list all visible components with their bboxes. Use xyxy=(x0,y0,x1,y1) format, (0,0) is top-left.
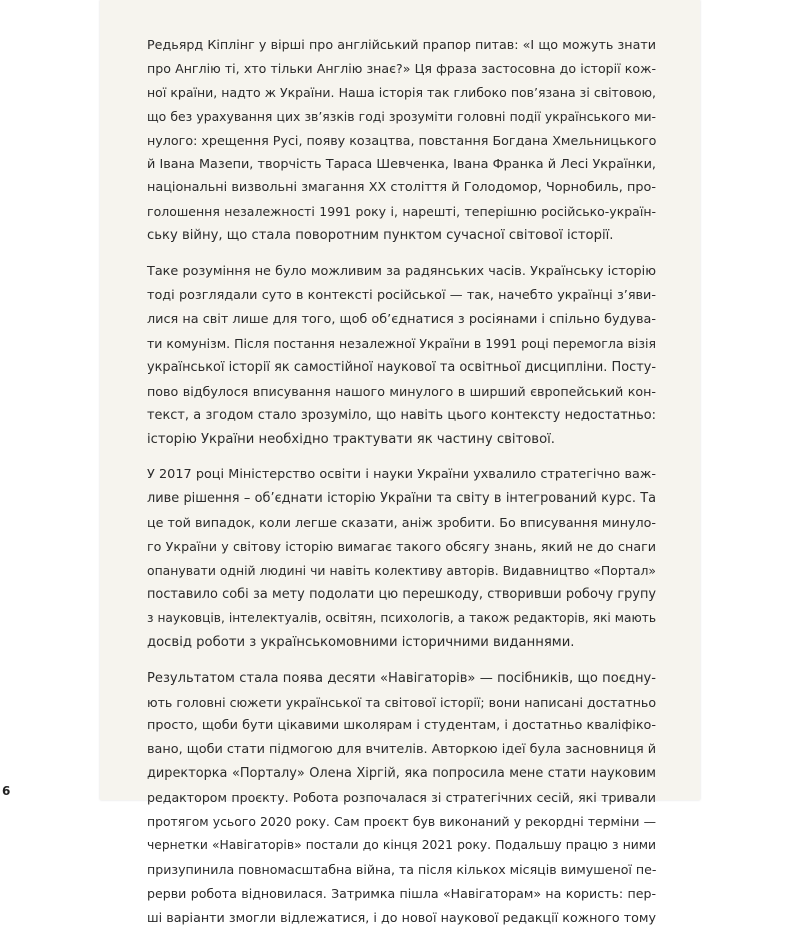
text-line: текст, а згодом стало зрозуміло, що навіть цього контексту недостатньо: xyxy=(147,407,656,423)
text-line: го України у світову історію вимагає такого обсягу знань, який не до снаги xyxy=(147,539,656,555)
text-line: ливе рішення – об’єднати історію України та світу в інтегрований курс. Та xyxy=(147,491,656,507)
text-line: рерви робота відновилася. Затримка пішла «Навігаторам» на користь: пер- xyxy=(147,885,656,901)
text-line: досвід роботи з українськомовними історичними виданнями. xyxy=(147,634,575,650)
text-line: національні визвольні змагання XX століття й Голодомор, Чорнобиль, про- xyxy=(147,180,656,196)
text-line: вано, щоби стати підмогою для вчителів. Авторкою ідеї була засновниця й xyxy=(147,742,657,758)
text-line: ють головні сюжети української та світової історії; вони написані достатньо xyxy=(147,694,657,710)
text-line: пово відбулося вписування нашого минулого в ширший європейський кон- xyxy=(147,383,656,399)
text-line: директорка «Порталу» Олена Хіргій, яка попросила мене стати науковим xyxy=(147,766,656,782)
text-line: призупинила повномасштабна війна, та після кількох місяців вимушеної пе- xyxy=(147,861,657,877)
text-line: Редьярд Кіплінг у вірші про англійський прапор питав: «І що можуть знати xyxy=(147,37,656,52)
text-line: з науковців, інтелектуалів, освітян, психологів, а також редакторів, які мають xyxy=(147,610,656,625)
text-line: історію України необхідно трактувати як частину світової. xyxy=(147,431,556,447)
text-line: це той випадок, коли легше сказати, аніж зробити. Бо вписування минуло- xyxy=(147,515,656,531)
paragraph xyxy=(147,260,656,451)
text-line: ську війну, що стала поворотним пунктом сучасної світової історії. xyxy=(147,228,614,244)
document-page xyxy=(100,0,700,925)
text-line: нулого: хрещення Русі, появу козацтва, повстання Богдана Хмельницького xyxy=(147,132,657,148)
page-number: 6 xyxy=(2,784,11,798)
text-line: Результатом стала поява десяти «Навігаторів» — посібників, що поєдну- xyxy=(147,670,656,686)
text-line: про Англію ті, хто тільки Англію знає?» Ця фраза застосовна до історії кож- xyxy=(147,60,656,76)
text-line: ної країни, надто ж України. Наша історія так глибоко пов’язана зі світовою, xyxy=(147,84,656,100)
paragraph xyxy=(147,463,656,654)
text-line: редактором проєкту. Робота розпочалася зі стратегічних сесій, які тривали xyxy=(147,790,656,806)
paragraph xyxy=(147,33,656,248)
text-line: опанувати одній людині чи навіть колективу авторів. Видавництво «Портал» xyxy=(147,563,656,579)
body-text xyxy=(147,33,656,930)
text-line: лися на світ лише для того, щоб об’єднатися з росіянами і спільно будува- xyxy=(147,311,656,327)
text-line: української історії як самостійної наукової та освітньої дисципліни. Посту- xyxy=(147,359,656,375)
text-line: протягом усього 2020 року. Сам проєкт був виконаний у рекордні терміни — xyxy=(147,814,656,830)
text-line: ші варіанти змогли відлежатися, і до нової наукової редакції кожного тому xyxy=(147,909,656,925)
text-line: чернетки «Навігаторів» постали до кінця 2021 року. Подальшу працю з ними xyxy=(147,838,656,852)
text-line: поставило собі за мету подолати цю перешкоду, створивши робочу групу xyxy=(147,586,656,602)
paragraph xyxy=(147,667,656,930)
text-line: просто, щоби бути цікавими школярам і студентам, і достатньо кваліфіко- xyxy=(147,718,656,734)
text-line: голошення незалежності 1991 року і, нарешті, теперішню російсько-україн- xyxy=(147,204,656,220)
text-line: Таке розуміння не було можливим за радянських часів. Українську історію xyxy=(147,264,656,280)
text-line: ти комунізм. Після постання незалежної України в 1991 році перемогла візія xyxy=(147,335,656,351)
text-line: що без урахування цих зв’язків годі зрозуміти головні події українського ми- xyxy=(147,108,656,124)
text-line: й Івана Мазепи, творчість Тараса Шевченка, Івана Франка й Лесі Українки, xyxy=(147,156,656,172)
text-line: У 2017 році Міністерство освіти і науки України ухвалило стратегічно важ- xyxy=(147,467,656,483)
text-line: тоді розглядали суто в контексті російської — так, начебто українці з’яви- xyxy=(147,288,656,304)
